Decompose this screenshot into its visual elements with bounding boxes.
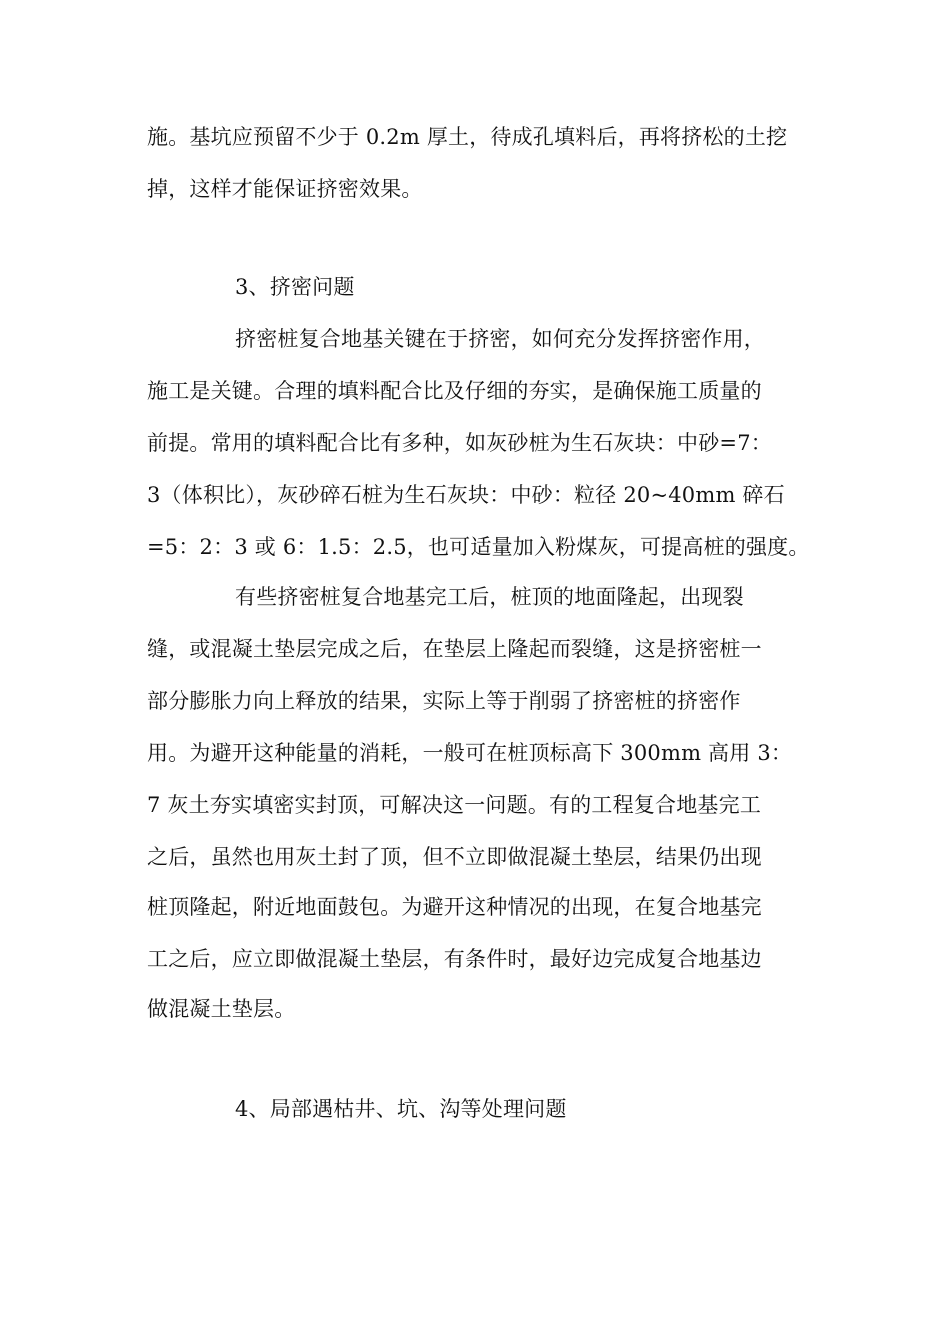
paragraph-line: 施。基坑应预留不少于 0.2m 厚土，待成孔填料后，再将挤松的土挖: [147, 125, 788, 149]
paragraph-line: 桩顶隆起，附近地面鼓包。为避开这种情况的出现，在复合地基完: [147, 895, 762, 919]
paragraph-line: 7 灰土夯实填密实封顶，可解决这一问题。有的工程复合地基完工: [147, 793, 762, 817]
paragraph-line: 前提。常用的填料配合比有多种，如灰砂桩为生石灰块：中砂=7：: [147, 431, 772, 455]
paragraph-line: 部分膨胀力向上释放的结果，实际上等于削弱了挤密桩的挤密作: [147, 689, 741, 713]
paragraph-line: 挤密桩复合地基关键在于挤密，如何充分发挥挤密作用，: [235, 327, 765, 351]
paragraph-line: 掉，这样才能保证挤密效果。: [147, 177, 423, 201]
section-heading-3: 3、挤密问题: [235, 275, 355, 299]
section-heading-4: 4、局部遇枯井、坑、沟等处理问题: [235, 1097, 567, 1121]
paragraph-line: 施工是关键。合理的填料配合比及仔细的夯实，是确保施工质量的: [147, 379, 762, 403]
paragraph-line: 工之后，应立即做混凝土垫层，有条件时，最好边完成复合地基边: [147, 947, 762, 971]
paragraph-line: =5：2：3 或 6：1.5：2.5，也可适量加入粉煤灰，可提高桩的强度。: [147, 535, 810, 559]
paragraph-line: 用。为避开这种能量的消耗，一般可在桩顶标高下 300mm 高用 3：: [147, 741, 793, 765]
paragraph-line: 做混凝土垫层。: [147, 997, 296, 1021]
paragraph-line: 缝，或混凝土垫层完成之后，在垫层上隆起而裂缝，这是挤密桩一: [147, 637, 762, 661]
paragraph-line: 之后，虽然也用灰土封了顶，但不立即做混凝土垫层，结果仍出现: [147, 845, 762, 869]
paragraph-line: 3（体积比），灰砂碎石桩为生石灰块：中砂：粒径 20~40mm 碎石: [147, 483, 785, 507]
paragraph-line: 有些挤密桩复合地基完工后，桩顶的地面隆起，出现裂: [235, 585, 744, 609]
